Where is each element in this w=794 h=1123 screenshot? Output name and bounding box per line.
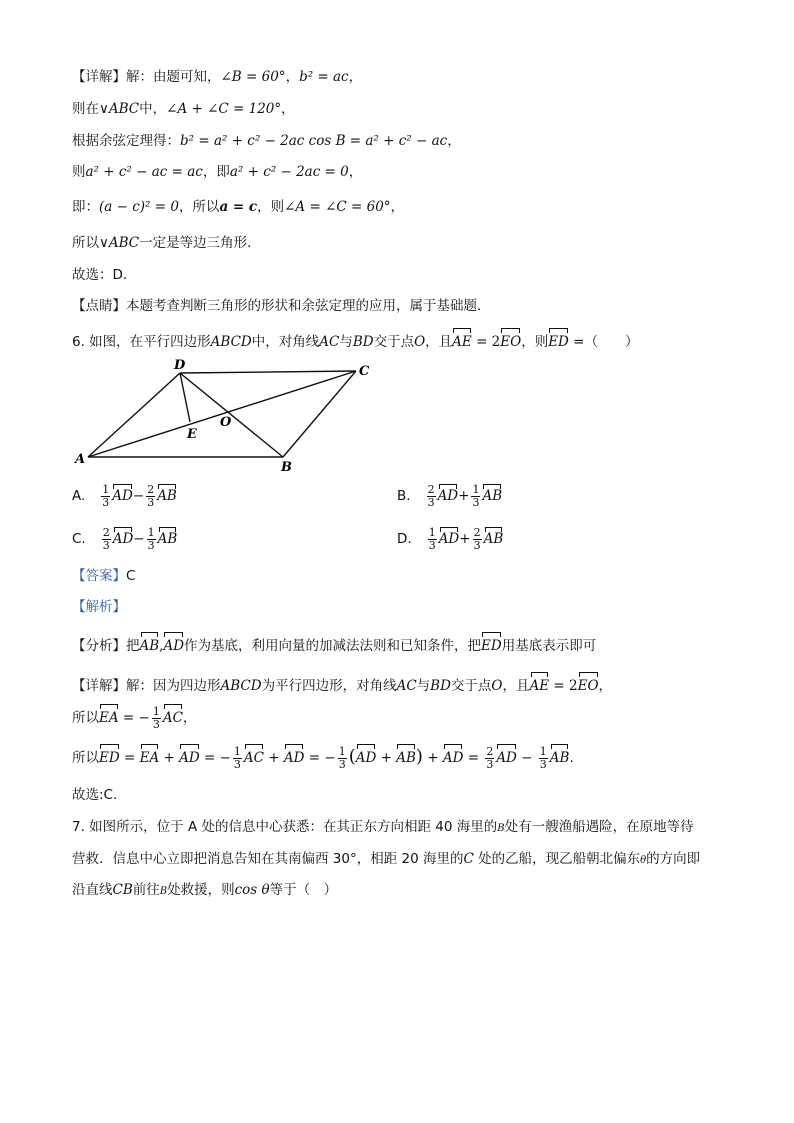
label-c: C: [359, 364, 370, 379]
detail-tag: 【详解】: [72, 69, 126, 85]
option-b[interactable]: B. $\frac{2}{3}$ AD+ $\frac{1}{3}$ AB: [397, 482, 503, 509]
answer-tag: 【答案】: [72, 568, 126, 584]
label-d: D: [174, 358, 186, 373]
vector-eo: EO: [500, 326, 521, 352]
q7-line2: 营救．信息中心立即把消息告知在其南偏西 30°，相距 20 海里的C 处的乙船，现乙船朝北偏东θ的方向即: [72, 851, 701, 867]
label-b: B: [281, 460, 292, 475]
q6-detail-line1: 【详解】解：因为四边形ABCD为平行四边形，对角线AC与BD交于点O，且AE = 2EO，: [72, 670, 612, 696]
sol5-line4: 则a² + c² − ac = ac，即a² + c² − 2ac = 0，: [72, 164, 363, 180]
edge-bc: [283, 371, 356, 457]
q6-analysis-tag: 【解析】: [72, 599, 126, 615]
vector-ae: AE: [452, 326, 472, 352]
option-a[interactable]: A. $\frac{1}{3}$ AD− $\frac{2}{3}$ AB: [72, 482, 177, 509]
q6-stem: 6. 如图，在平行四边形ABCD中，对角线AC与BD交于点O，且AE = 2EO，则ED =（ ）: [72, 326, 639, 352]
sol5-line6: 所以∨ABC一定是等边三角形.: [72, 235, 252, 251]
sol5-comment: 【点睛】本题考查判断三角形的形状和余弦定理的应用，属于基础题.: [72, 298, 482, 314]
sol5-choice: 故选：D.: [72, 267, 128, 283]
label-e: E: [187, 427, 197, 442]
q6-detail-line3: 所以ED = EA + AD = − $\frac{1}{3}$ AC + AD = − $\frac{1}{3}$ (AD + AB) + AD = $\frac{2}{3}$ AD − $\frac{1}{3}$ AB.: [72, 742, 574, 771]
option-letter: C.: [72, 531, 86, 547]
edge-cd: [180, 371, 356, 373]
option-letter: A.: [72, 488, 86, 504]
option-letter: B.: [397, 488, 411, 504]
q7-line1: 7. 如图所示，位于 A 处的信息中心获悉：在其正东方向相距 40 海里的B处有一艘渔船遇险，在原地等待: [72, 819, 694, 835]
option-letter: D.: [397, 531, 412, 547]
sol5-line1: 【详解】解：由题可知，∠B = 60°，b² = ac，: [72, 69, 363, 85]
q7-line3: 沿直线CB前往B处救援，则cos θ等于（ ）: [72, 882, 338, 898]
edge-da: [88, 373, 180, 457]
label-o: O: [220, 415, 232, 430]
q6-detail-line2: 所以EA = − $\frac{1}{3}$ AC，: [72, 702, 196, 731]
vector-ed: ED: [548, 326, 569, 352]
diagonal-ac: [88, 371, 356, 457]
parallelogram-figure: [72, 356, 382, 476]
q6-fenxi: 【分析】把AB,AD作为基底，利用向量的加减法法则和已知条件，把ED用基底表示即可: [72, 630, 596, 656]
analysis-sub-tag: 【分析】: [72, 638, 126, 654]
q6-answer: 【答案】C: [72, 568, 136, 584]
sol5-line3: 根据余弦定理得：b² = a² + c² − 2ac cos B = a² + c² − ac，: [72, 133, 461, 149]
sol5-line5: 即：(a − c)² = 0，所以a = c，则∠A = ∠C = 60°，: [72, 199, 405, 215]
label-a: A: [75, 452, 86, 467]
sol5-line2: 则在∨ABC中，∠A + ∠C = 120°，: [72, 101, 295, 117]
option-c[interactable]: C. $\frac{2}{3}$ AD− $\frac{1}{3}$ AB: [72, 525, 178, 552]
option-d[interactable]: D. $\frac{1}{3}$ AD+ $\frac{2}{3}$ AB: [397, 525, 504, 552]
diagonal-bd: [180, 373, 283, 457]
comment-tag: 【点睛】: [72, 298, 126, 314]
q6-choice: 故选:C.: [72, 787, 118, 803]
